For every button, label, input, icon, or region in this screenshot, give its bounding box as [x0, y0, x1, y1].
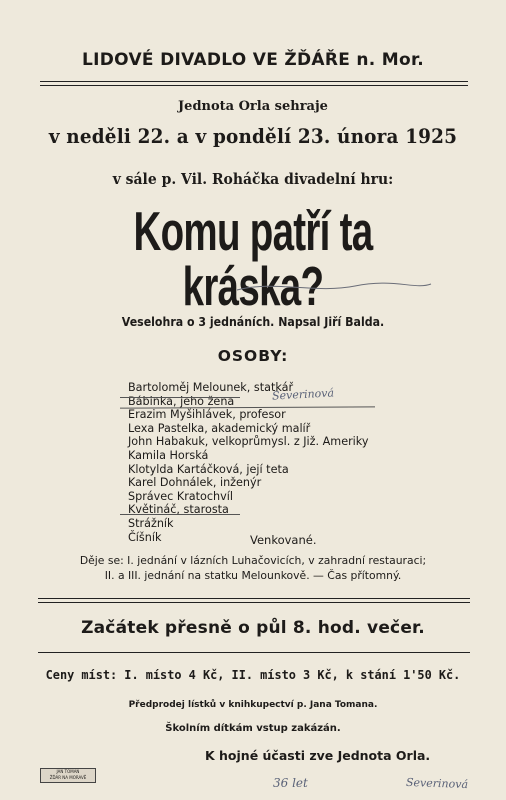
pencil-underline: [120, 514, 240, 515]
cast-item: Lexa Pastelka, akademický malíř: [128, 421, 311, 435]
stamp-line: JAN TOMAN: [56, 769, 80, 774]
school-children-note: Školním dítkám vstup zakázán.: [165, 723, 341, 734]
header-rule-top: [40, 81, 468, 82]
play-subtitle: Veselohra o 3 jednáních. Napsal Jiří Balda.: [121, 314, 385, 329]
scene-description: [0, 553, 506, 583]
pencil-scribble-icon: [235, 278, 435, 296]
cast-item: Klotylda Kartáčková, její teta: [128, 462, 289, 476]
start-time: Začátek přesně o půl 8. hod. večer.: [81, 618, 425, 638]
start-rule: [38, 652, 470, 653]
cast-heading: OSOBY:: [217, 347, 289, 365]
handwritten-cast-note: Severinová: [271, 386, 335, 403]
presenter-line: Jednota Orla sehraje: [178, 99, 328, 114]
cast-item: Bartoloměj Melounek, statkář: [128, 381, 294, 394]
cast-item: Erazim Myšihlávek, profesor: [128, 408, 286, 422]
cast-list: [128, 381, 428, 544]
date-line: v neděli 22. a v pondělí 23. února 1925: [48, 124, 458, 148]
cast-item: Strážník: [128, 516, 174, 530]
stamp-line: ŽĎÁR NA MORAVĚ: [49, 774, 87, 780]
ticket-prices: Ceny míst: I. místo 4 Kč, II. místo 3 Kč, k stání 1'50 Kč.: [45, 667, 461, 682]
cast-item: Bábinka, jeho žena: [128, 394, 235, 408]
cast-item: Květináč, starosta: [128, 503, 229, 517]
cast-item: Správec Kratochvíl: [128, 489, 233, 503]
presale-note: Předprodej lístků v knihkupectví p. Jana Tomana.: [128, 700, 378, 710]
extras-label: Venkované.: [250, 533, 317, 547]
printer-stamp: [40, 768, 96, 783]
cast-item: John Habakuk, velkoprůmysl. z Již. Ameriky: [128, 435, 369, 449]
cast-item: Karel Dohnálek, inženýr: [128, 476, 262, 490]
cast-item: Číšník: [128, 530, 162, 544]
cast-item: Kamila Horská: [128, 448, 209, 462]
invitation-line: K hojné účasti zve Jednota Orla.: [205, 748, 431, 763]
pencil-underline: [120, 397, 240, 398]
section-rule: [38, 598, 470, 603]
header-rule-bottom: [40, 85, 468, 86]
scene-line: Děje se: I. jednání v lázních Luhačovicích, v zahradní restauraci;: [79, 554, 427, 567]
poster-header: LIDOVÉ DIVADLO VE ŽĎÁŘE n. Mor.: [82, 50, 424, 70]
handwritten-name: Severinová: [405, 775, 469, 792]
play-title: Komu patří ta kráska?: [133, 200, 373, 317]
venue-line: v sále p. Vil. Roháčka divadelní hru:: [112, 170, 394, 188]
handwritten-number: 36 let: [273, 776, 308, 790]
scene-line: II. a III. jednání na statku Melounkově. — Čas přítomný.: [104, 569, 402, 582]
